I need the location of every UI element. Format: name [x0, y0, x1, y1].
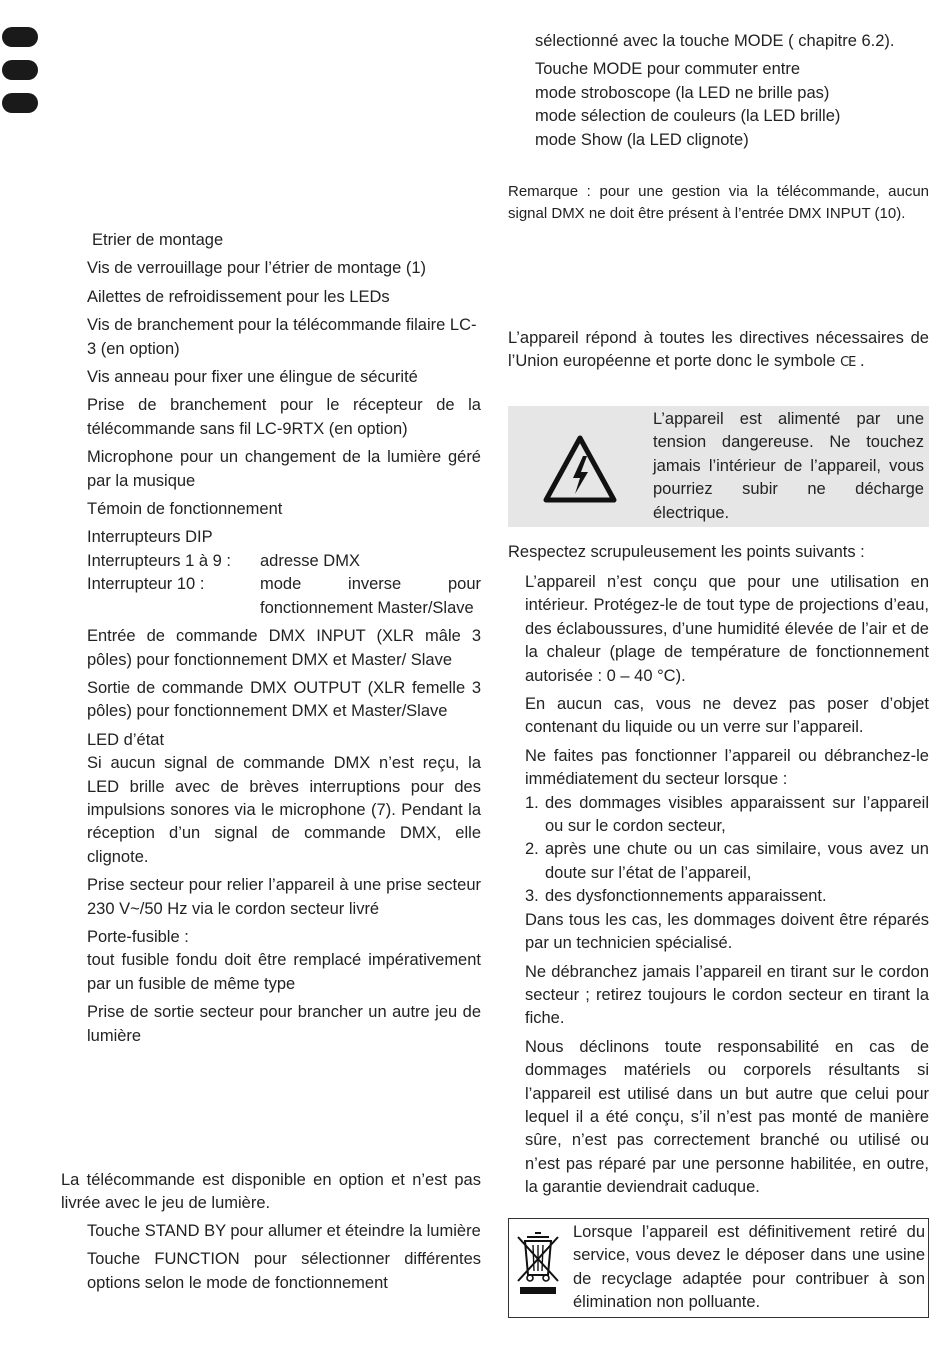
item-text: après une chute ou un cas similaire, vous avez un doute sur l’état de l’appareil,	[545, 840, 929, 882]
mode-line: Touche MODE pour commuter entre	[535, 60, 801, 79]
item-number: 3.	[525, 887, 539, 906]
language-tab-3[interactable]	[2, 93, 38, 113]
mains-output: Prise de sortie secteur pour brancher un autre jeu de lumière	[87, 1003, 481, 1045]
item-text: des dysfonctionnements apparaissent.	[545, 887, 827, 906]
safety-paragraph: Ne débranchez jamais l’appareil en tirant sur le cordon secteur ; retirez toujours le cordon secteur en tirant la fiche.	[525, 962, 929, 1028]
safety-paragraph: L’appareil n’est conçu que pour une utilisation en intérieur. Protégez-le de tout type de projections d’eau, des éclaboussures, d’une humidité élevée de l’air et de la chaleur (plage de température de fonctionnement autorisée : 0 – 40 °C).	[525, 573, 929, 685]
dip-key: Interrupteurs 1 à 9 :	[87, 551, 231, 570]
dip-row	[87, 550, 481, 573]
fuse-title: Porte-fusible :	[87, 927, 189, 946]
list-item: Microphone pour un changement de la lumière géré par la musique	[87, 448, 481, 490]
safety-paragraph: Nous déclinons toute responsabilité en cas de dommages matériels ou corporels résultants si l’appareil est utilisé dans un but autre que celui pour lequel il a été conçu, s’il n’est pas monté de manière sûre, n’est pas correctement branché ou utilisé ou n’est pas réparé par une personne habilitée, en outre, la garantie deviendrait caduque.	[525, 1037, 929, 1197]
ce-mark: CE	[840, 355, 856, 371]
safety-paragraph: Ne faites pas fonctionner l’appareil ou débranchez-le immédiatement du secteur lorsque :	[525, 746, 929, 789]
list-item: Touche STAND BY pour allumer et éteindre la lumière	[87, 1222, 481, 1240]
item-text: des dommages visibles apparaissent sur l’appareil ou sur le cordon secteur,	[545, 793, 929, 836]
item-number: 1.	[525, 793, 539, 812]
item-number: 2.	[525, 840, 539, 859]
safety-paragraph: Dans tous les cas, les dommages doivent être réparés par un technicien spécialisé.	[525, 910, 929, 953]
dip-row	[87, 573, 481, 620]
fuse-holder	[87, 926, 481, 996]
dip-key: Interrupteur 10 :	[87, 575, 205, 594]
numbered-item	[525, 838, 929, 885]
ce-conformity: L’appareil répond à toutes les directives nécessaires de l’Union européenne et porte donc le symbole CE .	[508, 329, 929, 371]
remote-continuation	[535, 30, 929, 157]
led-state-text: Si aucun signal de commande DMX n’est reçu, la LED brille avec de brèves interruptions pour des impulsions sonores via le microphone (7). Pendant la réception d’un signal de commande DMX, elle clignote.	[87, 754, 481, 866]
warning-text: L’appareil est alimenté par une tension dangereuse. Ne touchez jamais l’intérieur de l’appareil, vous pourriez subir ne décharge électrique.	[653, 410, 924, 522]
led-state-title: LED d’état	[87, 730, 165, 749]
mode-line: mode stroboscope (la LED ne brille pas)	[535, 83, 830, 102]
ce-text: L’appareil répond à toutes les directives nécessaires de l’Union européenne et porte donc le symbole	[508, 329, 929, 371]
list-item: Prise de branchement pour le récepteur de la télécommande sans fil LC-9RTX (en option)	[87, 396, 481, 438]
high-voltage-warning-icon	[542, 434, 618, 504]
remote-note: Remarque : pour une gestion via la télécommande, aucun signal DMX ne doit être présent à l’entrée DMX INPUT (10).	[508, 183, 929, 222]
safety-list	[525, 571, 929, 1205]
list-item: Vis de verrouillage pour l’étrier de montage (1)	[87, 259, 427, 278]
numbered-item	[525, 792, 929, 839]
list-item: Vis anneau pour fixer une élingue de sécurité	[87, 368, 418, 387]
recycle-text: Lorsque l’appareil est définitivement retiré du service, vous devez le déposer dans une usine de recyclage adaptée pour contribuer à son élimination non polluante.	[573, 1223, 925, 1312]
crossed-bin-icon	[515, 1231, 561, 1297]
remote-list	[87, 1220, 481, 1300]
mains-socket: Prise secteur pour relier l’appareil à une prise secteur 230 V~/50 Hz via le cordon secteur livré	[87, 876, 481, 918]
respect-intro: Respectez scrupuleusement les points suivants :	[508, 543, 865, 561]
language-tab-2[interactable]	[2, 60, 38, 80]
warning-box	[508, 406, 929, 527]
dip-title: Interrupteurs DIP	[87, 528, 213, 547]
list-item: Sortie de commande DMX OUTPUT (XLR femelle 3 pôles) pour fonctionnement DMX et Master/Slave	[87, 678, 481, 721]
numbered-item	[525, 885, 929, 908]
list-item: Témoin de fonctionnement	[87, 500, 283, 519]
fuse-text: tout fusible fondu doit être remplacé impérativement par un fusible de même type	[87, 951, 481, 993]
list-item: Touche FUNCTION pour sélectionner différentes options selon le mode de fonctionnement	[87, 1250, 481, 1292]
led-state	[87, 729, 481, 869]
continuation-text: sélectionné avec la touche MODE ( chapitre 6.2).	[535, 32, 895, 50]
mode-line: mode sélection de couleurs (la LED brille)	[535, 107, 841, 126]
safety-paragraph: En aucun cas, vous ne devez pas poser d’objet contenant du liquide ou un verre sur l’appareil.	[525, 695, 929, 737]
dip-value: adresse DMX	[260, 551, 360, 570]
parts-list	[87, 229, 481, 1053]
list-item: Ailettes de refroidissement pour les LEDs	[87, 287, 390, 306]
dip-value: mode inverse pour fonctionnement Master/Slave	[260, 575, 481, 617]
mode-lines	[535, 58, 929, 152]
mode-line: mode Show (la LED clignote)	[535, 130, 749, 149]
recycling-box	[508, 1218, 929, 1318]
language-tab-1[interactable]	[2, 27, 38, 47]
list-item: Entrée de commande DMX INPUT (XLR mâle 3 pôles) pour fonctionnement DMX et Master/ Slave	[87, 627, 481, 669]
remote-intro: La télécommande est disponible en option et n’est pas livrée avec le jeu de lumière.	[61, 1171, 481, 1213]
dip-switches	[87, 526, 481, 620]
list-item: Vis de branchement pour la télécommande filaire LC-3 (en option)	[87, 316, 477, 358]
list-item: Etrier de montage	[92, 231, 224, 249]
